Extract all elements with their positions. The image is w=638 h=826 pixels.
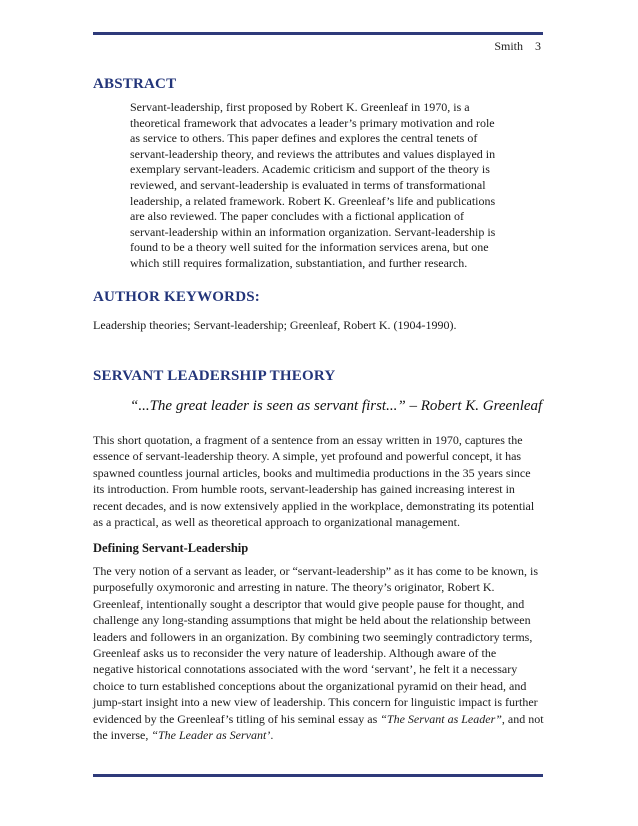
abstract-line: theoretical framework that advocates a leader’s primary motivation and role [130,115,495,130]
paragraph-line: as a practical, as well as theoretical approach to organizational management. [93,515,460,530]
line-text: , and not [501,711,544,726]
abstract-line: which still requires formalization, substantiation, and further research. [130,255,468,270]
paragraph-line: Greenleaf asks us to reconsider the very nature of leadership. Although aware of the [93,646,497,661]
paragraph-line: Greenleaf, intentionally sought a descriptor that would give people pause for thought, and [93,596,525,611]
abstract-heading: ABSTRACT [93,76,177,92]
abstract-line: servant-leadership theory, and reviews the attributes and values displayed in [130,146,496,161]
abstract-line: leadership, a related framework. Robert K. Greenleaf’s life and publications [130,193,496,208]
abstract-line: servant-leadership within an information organization. Servant-leadership is [130,224,496,239]
keywords-list: Leadership theories; Servant-leadership; Greenleaf, Robert K. (1904-1990). [93,318,457,332]
page-number: 3 [535,39,541,53]
abstract-line: exemplary servant-leaders. Academic criticism and support of the theory is [130,162,490,177]
paragraph-line: This short quotation, a fragment of a sentence from an essay written in 1970, captures the [93,433,523,447]
footer-rule [93,774,543,777]
header-author: Smith [494,39,523,53]
theory-paragraph-2 [93,563,548,743]
quote-attribution: – Robert K. Greenleaf [405,398,543,414]
paragraph-line: challenge any long-standing assumptions that might be held about the relationship between [93,613,531,628]
running-header [494,39,541,54]
abstract-line: Servant-leadership, first proposed by Robert K. Greenleaf in 1970, is a [130,100,470,114]
abstract-line: are also reviewed. The paper concludes with a fictional application of [130,209,464,224]
essay-title-leader-as-servant: “The Leader as Servant’ [151,728,271,743]
paragraph-line: essence of servant-leadership theory. A simple, yet profound and powerful concept, it has [93,449,522,464]
epigraph-quote [130,398,542,415]
paragraph-line: spawned countless journal articles, books and multimedia productions in the 35 years since [93,465,531,480]
abstract-line: as service to others. This paper defines and explores the central tenets of [130,131,478,146]
paragraph-line [93,711,548,727]
paragraph-line: negative historical connotations associated with the word ‘servant’, he felt it a necessary [93,662,518,677]
theory-heading: SERVANT LEADERSHIP THEORY [93,368,336,384]
line-text: the inverse, [93,728,152,743]
paragraph-line: The very notion of a servant as leader, or “servant-leadership” as it has come to be known, is [93,564,539,578]
quote-text: “...The great leader is seen as servant first...” [130,398,406,414]
essay-title-servant-as-leader: “The Servant as Leader” [380,711,502,726]
paragraph-line [93,727,548,743]
theory-paragraph-1 [93,432,548,530]
paragraph-line: jump-start insight into a new view of leadership. This concern for linguistic impact is further [93,695,538,710]
paragraph-line: recent decades, and is now extensively applied in the workplace, demonstrating its potential [93,498,535,513]
defining-subheading: Defining Servant-Leadership [93,541,249,555]
paragraph-line: its introduction. From humble roots, servant-leadership has gained increasing interest in [93,482,515,497]
header-rule [93,32,543,35]
keywords-heading: AUTHOR KEYWORDS: [93,289,260,305]
line-text: evidenced by the Greenleaf’s titling of his seminal essay as [93,711,381,726]
abstract-body [130,100,510,272]
abstract-line: found to be a theory well suited for the information services arena, but one [130,240,489,255]
paragraph-line: leaders and followers in an organization. By combining two seemingly contradictory terms, [93,629,533,644]
abstract-line: reviewed, and servant-leadership is evaluated in terms of transformational [130,177,486,192]
paragraph-line: choice to turn established conceptions about the organizational pyramid on their head, and [93,678,527,693]
paragraph-line: purposefully oxymoronic and arresting in nature. The theory’s originator, Robert K. [93,580,495,595]
line-text: . [270,728,274,743]
